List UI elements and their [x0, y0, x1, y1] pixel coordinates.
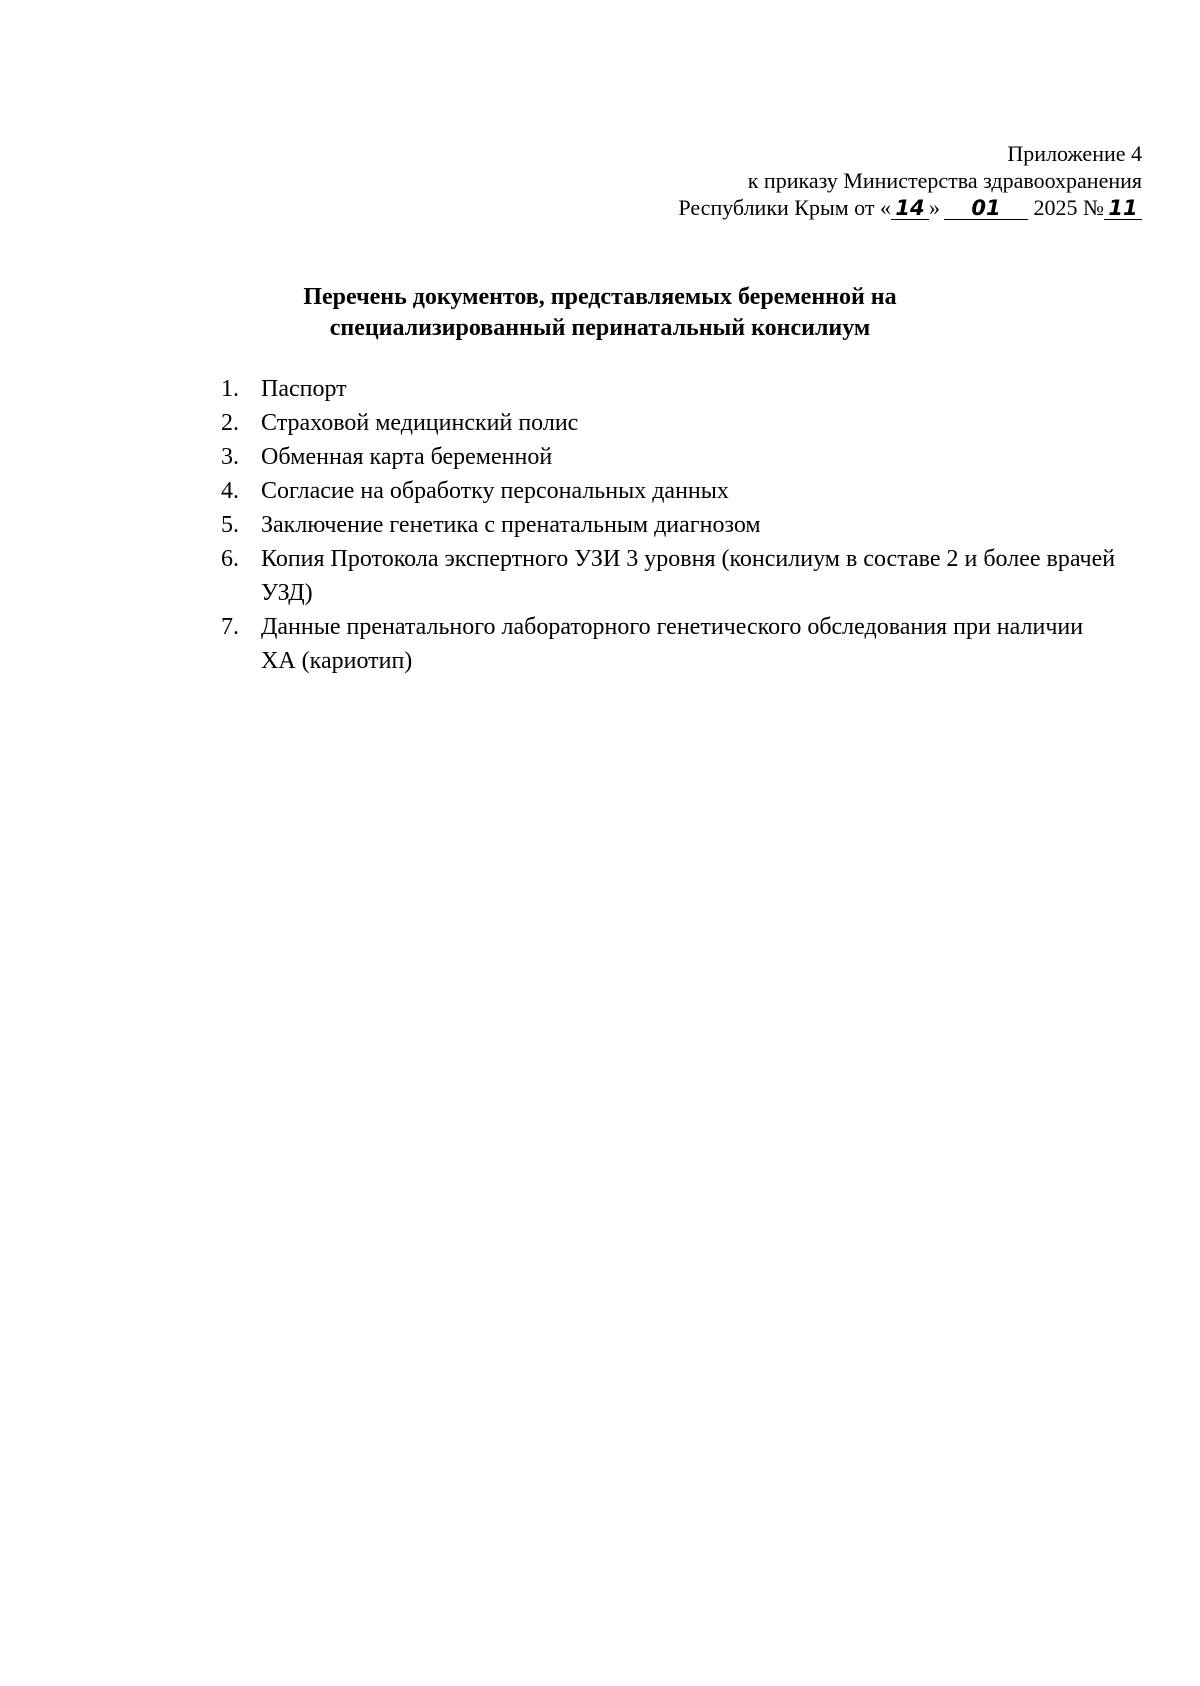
list-item: [221, 474, 1121, 508]
documents-list: [221, 372, 1121, 678]
item-number: 1.: [221, 376, 239, 402]
item-number: 7.: [221, 614, 239, 640]
item-text: Данные пренатального лабораторного генетического обследования при наличии ХА (кариотип): [261, 614, 1084, 674]
item-number: 3.: [221, 444, 239, 470]
handwritten-day: 14: [891, 197, 929, 220]
item-text: Заключение генетика с пренатальным диагнозом: [261, 512, 761, 538]
list-item: [221, 610, 1121, 678]
item-text: Копия Протокола экспертного УЗИ 3 уровня (консилиум в составе 2 и более врачей УЗД): [261, 546, 1116, 606]
handwritten-order-number: 11: [1104, 197, 1142, 220]
order-reference: к приказу Министерства здравоохранения: [747, 168, 1142, 193]
item-number: 4.: [221, 478, 239, 504]
item-number: 5.: [221, 512, 239, 538]
item-text: Паспорт: [261, 376, 347, 402]
item-number: 6.: [221, 546, 239, 572]
title-line-1: Перечень документов, представляемых беременной на: [303, 284, 897, 310]
item-number: 2.: [221, 410, 239, 436]
quote-close: »: [929, 195, 940, 220]
document-header: [678, 140, 1142, 221]
list-item: [221, 406, 1121, 440]
appendix-label: Приложение 4: [1007, 141, 1142, 166]
list-item: [221, 508, 1121, 542]
page-title: [0, 282, 1200, 344]
list-item: [221, 372, 1121, 406]
title-line-2: специализированный перинатальный консилиум: [329, 315, 871, 341]
order-year: 2025 №: [1033, 195, 1104, 220]
item-text: Согласие на обработку персональных данных: [261, 478, 729, 504]
item-text: Страховой медицинский полис: [261, 410, 579, 436]
order-date-prefix: Республики Крым от «: [678, 195, 891, 220]
handwritten-month: 01: [944, 197, 1028, 220]
list-item: [221, 542, 1121, 610]
list-item: [221, 440, 1121, 474]
item-text: Обменная карта беременной: [261, 444, 553, 470]
order-date-line: [678, 194, 1142, 221]
